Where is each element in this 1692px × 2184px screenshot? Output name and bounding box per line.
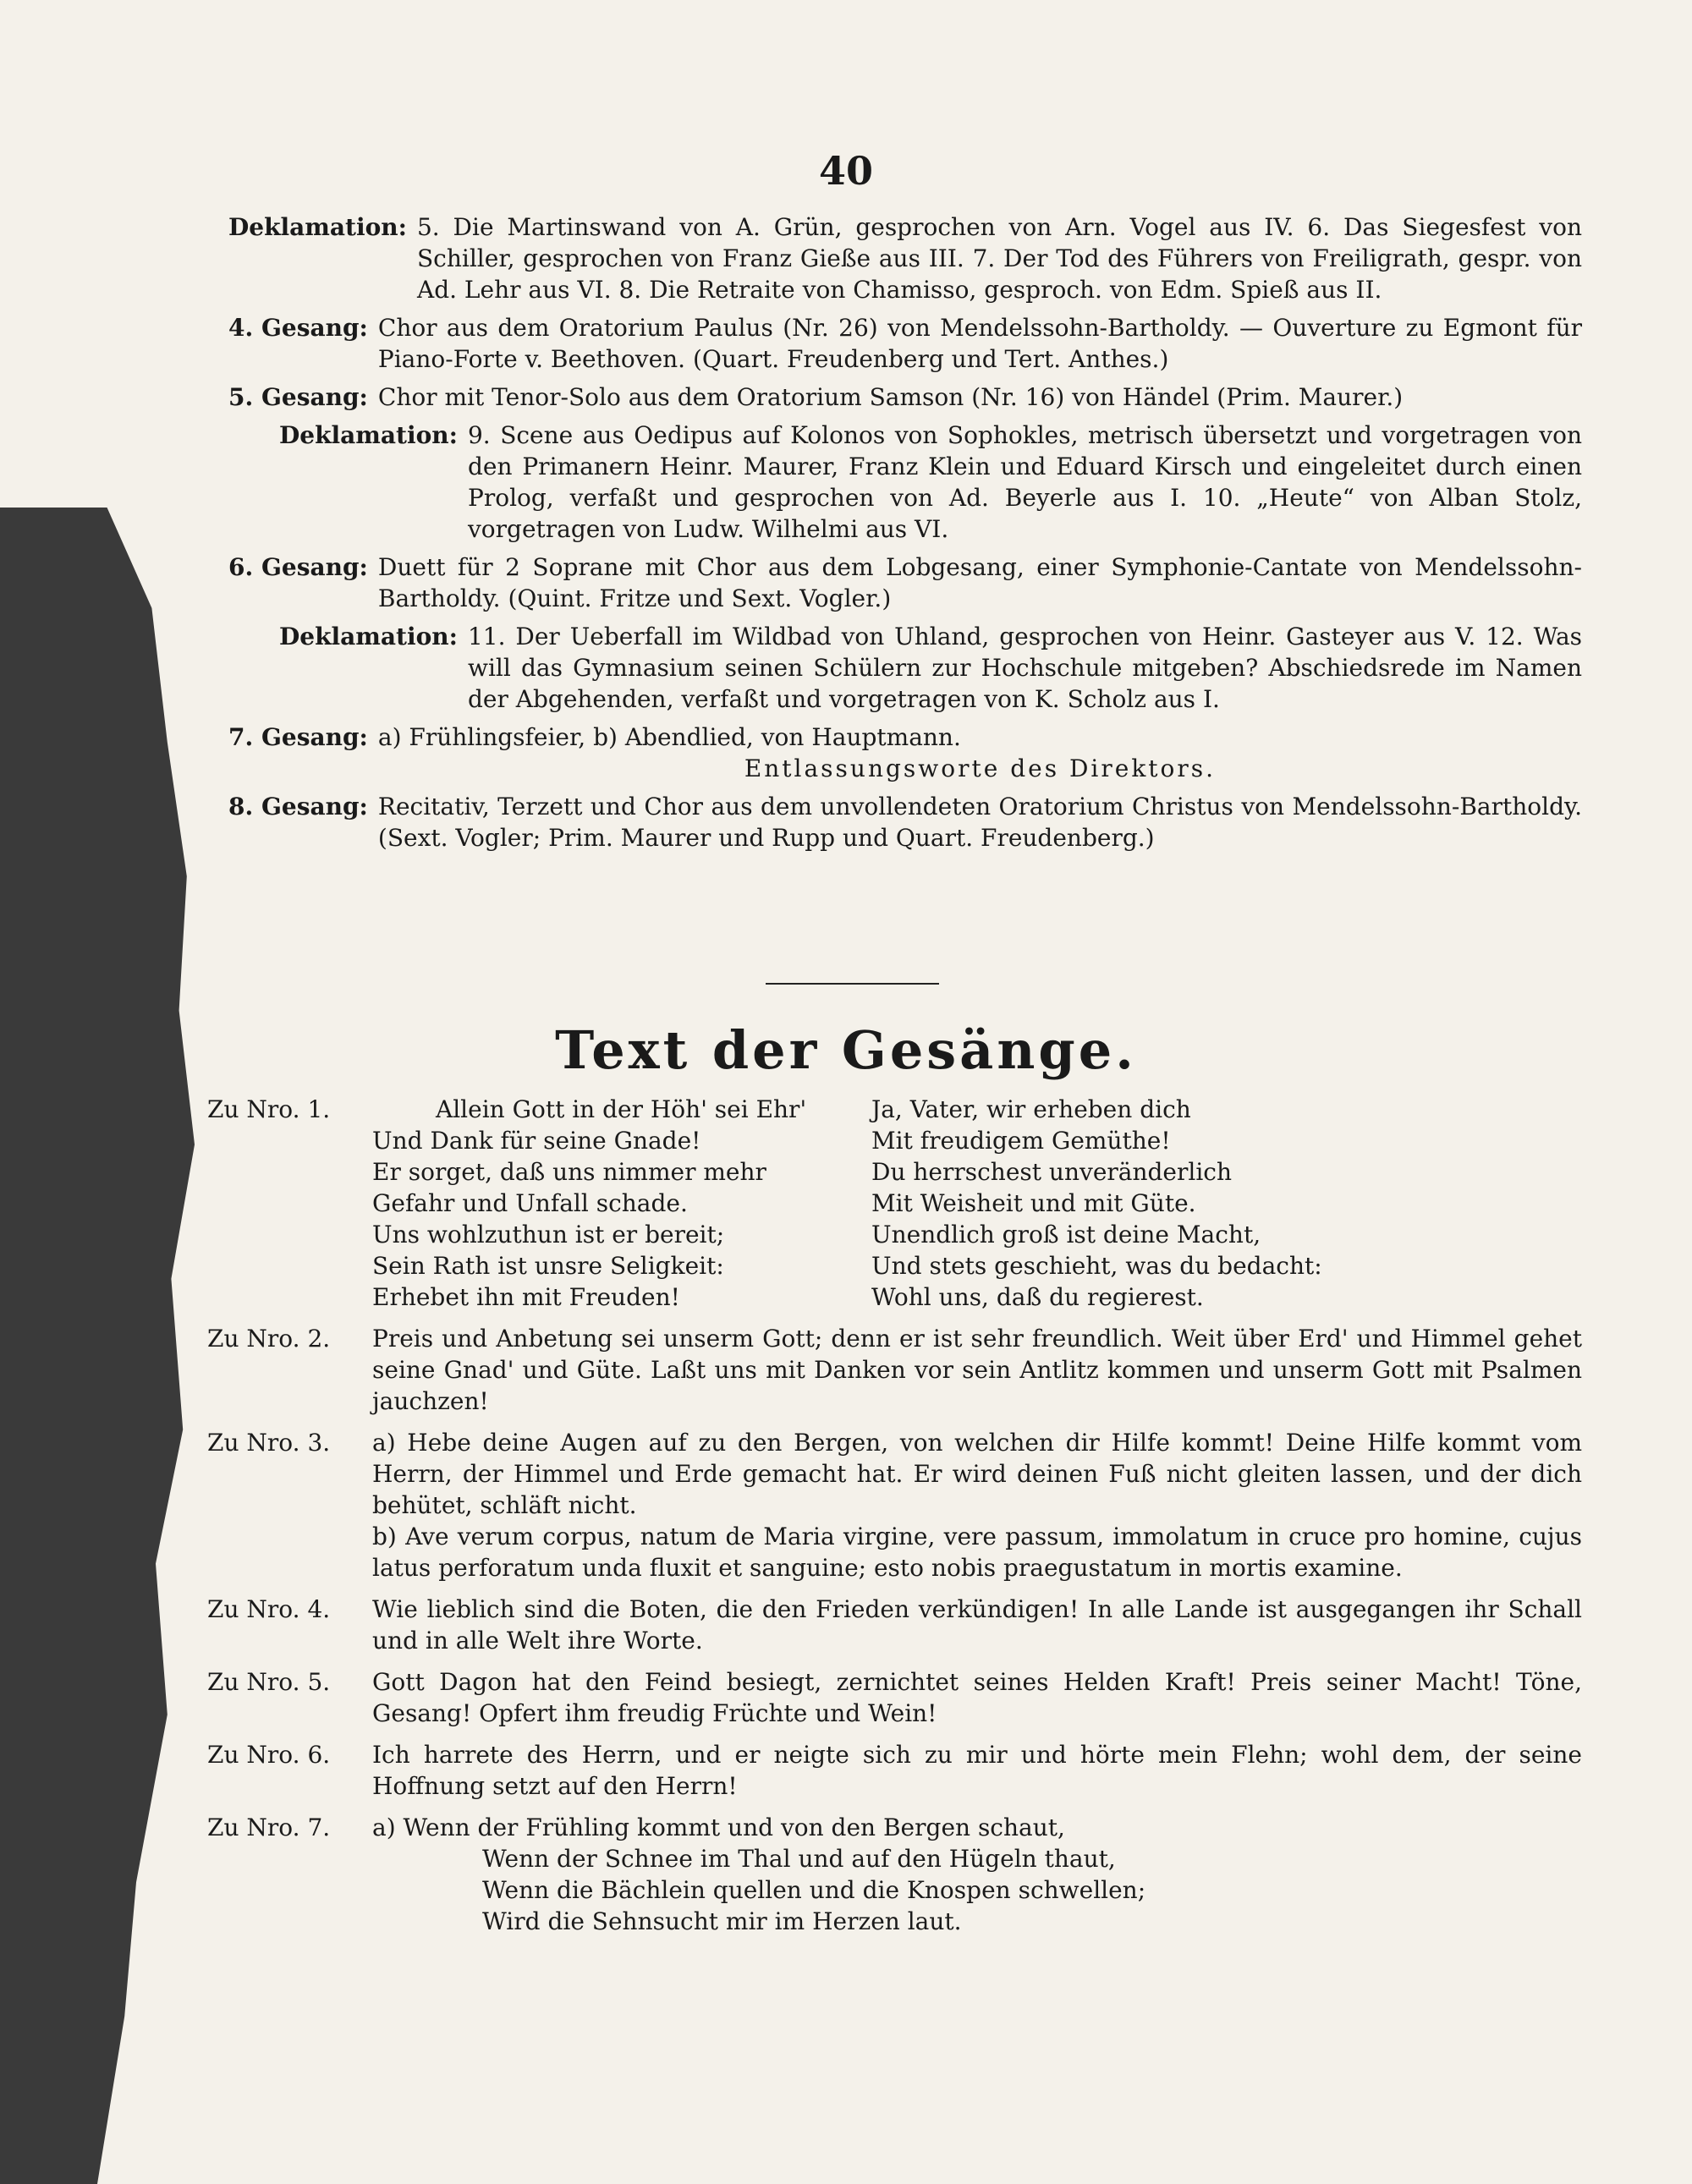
program-entry — [228, 312, 1582, 375]
song-text-entry — [207, 1427, 1582, 1583]
verse-line: Unendlich groß ist deine Macht, — [871, 1221, 1261, 1248]
verse-line: Sein Rath ist unsre Seligkeit: — [372, 1252, 724, 1280]
entry-label: Deklamation: — [279, 421, 458, 449]
entry-label: 5. Gesang: — [228, 383, 368, 411]
song-paragraph: Preis und Anbetung sei unserm Gott; denn er ist sehr freundlich. Weit über Erd' und Himmel gehet seine Gnad' und Güte. Laßt uns mit Danken vor sein Antlitz kommen und unserm Gott mit Psalmen jauchzen! — [372, 1325, 1582, 1415]
entry-text: Chor mit Tenor-Solo aus dem Oratorium Samson (Nr. 16) von Händel (Prim. Maurer.) — [377, 383, 1404, 411]
song-ref: Zu Nro. 7. — [207, 1814, 331, 1841]
verse-line: Wohl uns, daß du regierest. — [871, 1283, 1204, 1311]
song-columns — [372, 1094, 1582, 1313]
song-texts — [207, 1094, 1582, 1947]
entry-label: 6. Gesang: — [228, 553, 368, 581]
verse-line: Wenn der Schnee im Thal und auf den Hügeln thaut, — [482, 1845, 1116, 1873]
entry-label: Deklamation: — [228, 213, 407, 241]
verse-line: a) Wenn der Frühling kommt und von den Bergen schaut, — [372, 1814, 1065, 1841]
song-paragraph: Gott Dagon hat den Feind besiegt, zernichtet seines Helden Kraft! Preis seiner Macht! Töne, Gesang! Opfert ihm freudig Früchte und Wein! — [372, 1668, 1582, 1727]
song-body — [372, 1323, 1582, 1417]
entry-text: Duett für 2 Soprane mit Chor aus dem Lobgesang, einer Symphonie-Cantate von Mendelssohn-Bartholdy. (Quint. Fritze und Sext. Vogler.) — [377, 553, 1582, 612]
section-title: Text der Gesänge. — [555, 1019, 1137, 1081]
verse-line: Und stets geschieht, was du bedacht: — [871, 1252, 1322, 1280]
song-text-entry — [207, 1739, 1582, 1802]
program-entry — [228, 211, 1582, 305]
entry-text-block — [378, 722, 1582, 784]
verse-line: Uns wohlzuthun ist er bereit; — [372, 1221, 725, 1248]
song-text-entry — [207, 1812, 1582, 1937]
song-ref: Zu Nro. 4. — [207, 1595, 331, 1623]
entry-text: a) Frühlingsfeier, b) Abendlied, von Hauptmann. — [377, 723, 961, 751]
song-ref: Zu Nro. 6. — [207, 1741, 331, 1769]
verse-column-left — [372, 1094, 871, 1313]
song-ref: Zu Nro. 3. — [207, 1429, 331, 1457]
program-entry — [228, 791, 1582, 853]
entry-text: 5. Die Martinswand von A. Grün, gesprochen von Arn. Vogel aus IV. 6. Das Siegesfest von Schiller, gesprochen von Franz Gieße aus III. 7. Der Tod des Führers von Freiligrath, gespr. von Ad. Lehr aus VI. 8. Die Retraite von Chamisso, gesproch. von Edm. Spieß aus II. — [416, 213, 1582, 304]
song-text-entry — [207, 1323, 1582, 1417]
song-paragraph: Ich harrete des Herrn, und er neigte sich zu mir und hörte mein Flehn; wohl dem, der seine Hoffnung setzt auf den Herrn! — [372, 1741, 1582, 1800]
entry-text: Chor aus dem Oratorium Paulus (Nr. 26) von Mendelssohn-Bartholdy. — Ouverture zu Egmont für Piano-Forte v. Beethoven. (Quart. Freudenberg und Tert. Anthes.) — [377, 314, 1582, 373]
song-body — [372, 1812, 1582, 1937]
song-ref: Zu Nro. 2. — [207, 1325, 331, 1353]
verse-line: Er sorget, daß uns nimmer mehr — [372, 1158, 766, 1186]
page-number: 40 — [818, 148, 873, 194]
song-body — [372, 1427, 1582, 1583]
entry-center-line: Entlassungsworte des Direktors. — [744, 755, 1217, 782]
song-body — [372, 1594, 1582, 1656]
program-entry — [228, 722, 1582, 784]
program-entry — [228, 551, 1582, 614]
verse-line: Wenn die Bächlein quellen und die Knospen schwellen; — [482, 1876, 1146, 1904]
song-paragraph: a) Hebe deine Augen auf zu den Bergen, von welchen dir Hilfe kommt! Deine Hilfe kommt vom Herrn, der Himmel und Erde gemacht hat. Er wird deinen Fuß nicht gleiten lassen, und der dich behütet, schläft nicht. — [372, 1429, 1582, 1519]
program-entry — [228, 381, 1582, 413]
entry-text: Recitativ, Terzett und Chor aus dem unvollendeten Oratorium Christus von Mendelssohn-Bartholdy. (Sext. Vogler; Prim. Maurer und Rupp und Quart. Freudenberg.) — [377, 793, 1582, 852]
song-text-entry — [207, 1666, 1582, 1729]
verse-line: Allein Gott in der Höh' sei Ehr' — [436, 1095, 807, 1123]
verse-line: Du herrschest unveränderlich — [871, 1158, 1233, 1186]
program-entry — [228, 621, 1582, 715]
program-list — [228, 211, 1582, 860]
entry-text: 9. Scene aus Oedipus auf Kolonos von Sophokles, metrisch übersetzt und vorgetragen von den Primanern Heinr. Maurer, Franz Klein und Eduard Kirsch und eingeleitet durch einen Prolog, verfaßt und gesprochen von Ad. Beyerle aus I. 10. „Heute“ von Alban Stolz, vorgetragen von Ludw. Wilhelmi aus VI. — [467, 421, 1582, 543]
verse-line: Ja, Vater, wir erheben dich — [871, 1095, 1191, 1123]
latin-paragraph: b) Ave verum corpus, natum de Maria virgine, vere passum, immolatum in cruce pro homine, cujus latus perforatum unda fluxit et sanguine; esto nobis praegustatum in mortis examine. — [372, 1523, 1582, 1582]
entry-label: Deklamation: — [279, 623, 458, 650]
song-text-entry — [207, 1594, 1582, 1656]
verse-column-right — [871, 1094, 1582, 1313]
verse-line: Gefahr und Unfall schade. — [372, 1189, 688, 1217]
verse-line: Erhebet ihn mit Freuden! — [372, 1283, 680, 1311]
verse-line: Wird die Sehnsucht mir im Herzen laut. — [482, 1907, 962, 1935]
song-ref: Zu Nro. 1. — [207, 1095, 331, 1123]
torn-page-edge — [0, 508, 195, 2184]
song-body — [372, 1666, 1582, 1729]
entry-text: 11. Der Ueberfall im Wildbad von Uhland, gesprochen von Heinr. Gasteyer aus V. 12. Was will das Gymnasium seinen Schülern zur Hochschule mitgeben? Abschiedsrede im Namen der Abgehenden, verfaßt und vorgetragen von K. Scholz aus I. — [467, 623, 1582, 713]
song-paragraph: Wie lieblich sind die Boten, die den Frieden verkündigen! In alle Lande ist ausgegangen ihr Schall und in alle Welt ihre Worte. — [372, 1595, 1582, 1654]
verse-line: Mit Weisheit und mit Güte. — [871, 1189, 1196, 1217]
song-body — [372, 1739, 1582, 1802]
verse-line: Mit freudigem Gemüthe! — [871, 1127, 1171, 1155]
song-ref: Zu Nro. 5. — [207, 1668, 331, 1696]
divider-rule — [766, 983, 939, 985]
entry-label: 7. Gesang: — [228, 723, 368, 751]
entry-label: 8. Gesang: — [228, 793, 368, 820]
program-entry — [228, 420, 1582, 545]
entry-label: 4. Gesang: — [228, 314, 368, 342]
song-text-entry — [207, 1094, 1582, 1313]
verse-line: Und Dank für seine Gnade! — [372, 1127, 701, 1155]
